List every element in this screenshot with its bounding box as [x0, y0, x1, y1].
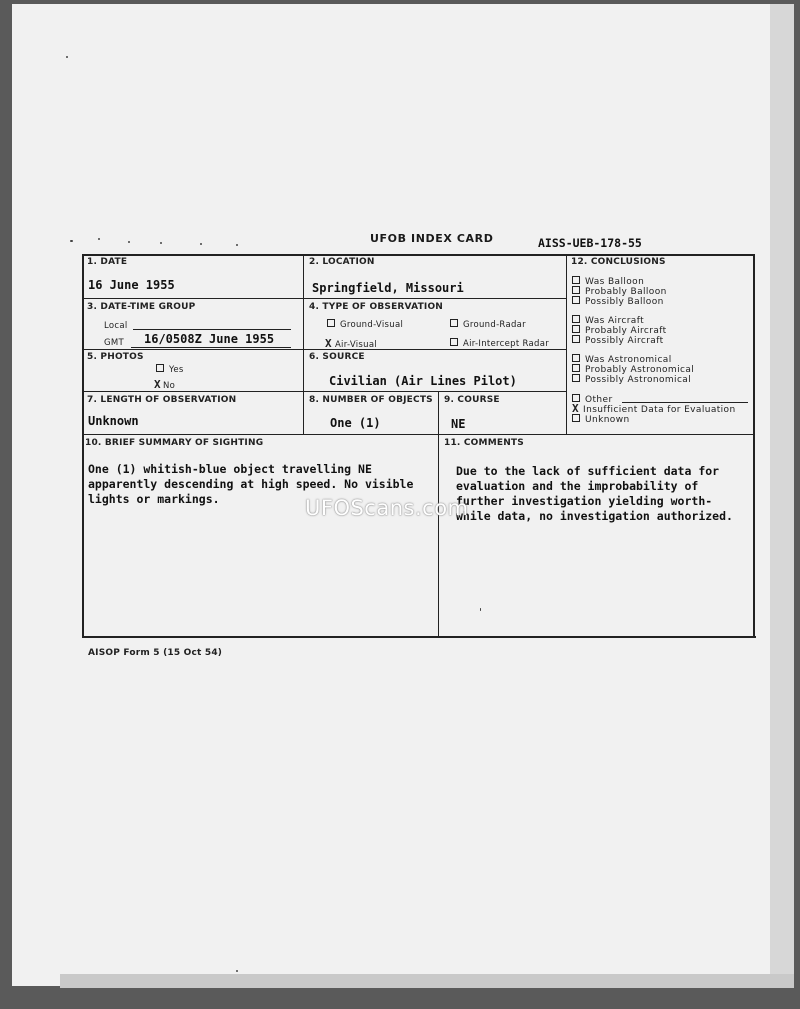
column-divider — [303, 254, 304, 434]
checkbox-icon — [450, 319, 458, 327]
local-underline — [133, 329, 291, 330]
file-number: AISS-UEB-178-55 — [538, 236, 642, 250]
checkbox-icon — [572, 315, 580, 323]
conclusion-was-astronomical: Was Astronomical — [572, 354, 672, 365]
checkbox-icon — [572, 335, 580, 343]
checkbox-icon — [572, 394, 580, 402]
brief-summary-line: One (1) whitish-blue object travelling NE — [88, 462, 372, 476]
checkbox-icon — [572, 354, 580, 362]
row-divider — [82, 391, 566, 392]
checkbox-icon — [327, 319, 335, 327]
table-border-right — [753, 254, 755, 637]
source-value: Civilian (Air Lines Pilot) — [329, 374, 517, 388]
scan-speck — [128, 241, 130, 243]
checkbox-icon — [572, 276, 580, 284]
comments-line: further investigation yielding worth- — [456, 494, 713, 508]
source-label: 6. SOURCE — [309, 352, 365, 362]
checkbox-icon — [156, 364, 164, 372]
conclusion-probably-aircraft: Probably Aircraft — [572, 325, 667, 336]
comments-line: Due to the lack of sufficient data for — [456, 464, 720, 478]
photos-yes-option: Yes — [156, 364, 184, 375]
conclusion-possibly-astronomical: Possibly Astronomical — [572, 374, 691, 385]
checkbox-icon — [572, 364, 580, 372]
checkbox-icon — [572, 286, 580, 294]
checkbox-icon — [572, 325, 580, 333]
checkbox-icon — [572, 414, 580, 422]
photos-no-option: X No — [154, 378, 176, 391]
sheet-edge — [770, 4, 794, 986]
column-divider — [566, 254, 567, 434]
photos-label: 5. PHOTOS — [87, 352, 144, 362]
length-of-observation-value: Unknown — [88, 414, 139, 428]
row-divider — [82, 434, 754, 435]
conclusion-probably-astronomical: Probably Astronomical — [572, 364, 694, 375]
conclusion-was-aircraft: Was Aircraft — [572, 315, 644, 326]
course-value: NE — [451, 417, 466, 431]
gmt-label: GMT — [104, 338, 125, 348]
brief-summary-label: 10. BRIEF SUMMARY OF SIGHTING — [85, 438, 264, 448]
air-intercept-radar-option: Air-Intercept Radar — [450, 338, 549, 349]
row-divider — [82, 298, 566, 299]
gmt-underline — [131, 347, 291, 348]
location-value: Springfield, Missouri — [312, 281, 464, 295]
checked-mark-icon: X — [572, 402, 580, 415]
checked-mark-icon: X — [154, 378, 161, 391]
brief-summary-line: apparently descending at high speed. No visible — [88, 477, 414, 491]
date-time-group-label: 3. DATE-TIME GROUP — [87, 302, 196, 312]
gmt-value: 16/0508Z June 1955 — [144, 332, 275, 346]
conclusion-other: Other — [572, 394, 613, 405]
conclusion-possibly-balloon: Possibly Balloon — [572, 296, 664, 307]
number-of-objects-value: One (1) — [330, 416, 381, 430]
watermark: UFOScans.com — [305, 496, 469, 520]
course-label: 9. COURSE — [444, 395, 500, 405]
conclusion-possibly-aircraft: Possibly Aircraft — [572, 335, 664, 346]
scan-speck — [66, 56, 68, 58]
scan-speck — [160, 242, 162, 244]
other-underline — [622, 402, 748, 403]
scan-speck — [70, 240, 73, 242]
type-of-observation-label: 4. TYPE OF OBSERVATION — [309, 302, 444, 312]
table-border-bottom — [82, 636, 756, 638]
card-title: UFOB INDEX CARD — [370, 232, 494, 245]
date-label: 1. DATE — [87, 257, 128, 267]
row-divider — [82, 349, 566, 350]
comments-line: evaluation and the improbability of — [456, 479, 699, 493]
conclusions-label: 12. CONCLUSIONS — [571, 257, 666, 267]
ground-visual-option: Ground-Visual — [327, 319, 403, 330]
checkbox-icon — [572, 296, 580, 304]
date-value: 16 June 1955 — [88, 278, 175, 292]
ground-radar-option: Ground-Radar — [450, 319, 526, 330]
table-border-left — [82, 254, 84, 637]
sheet-bottom-edge — [60, 974, 794, 988]
conclusion-insufficient-data: X Insufficient Data for Evaluation — [572, 402, 736, 415]
conclusion-unknown: Unknown — [572, 414, 630, 425]
scan-speck — [200, 243, 202, 245]
scan-speck — [236, 244, 238, 246]
table-border-top — [82, 254, 754, 256]
air-visual-option: X Air-Visual — [325, 337, 378, 350]
conclusion-probably-balloon: Probably Balloon — [572, 286, 667, 297]
scan-speck — [98, 238, 100, 240]
comments-line: while data, no investigation authorized. — [456, 509, 733, 523]
brief-summary-line: lights or markings. — [88, 492, 220, 506]
location-label: 2. LOCATION — [309, 257, 375, 267]
local-label: Local — [104, 321, 128, 331]
checked-mark-icon: X — [325, 337, 332, 350]
checkbox-icon — [572, 374, 580, 382]
number-of-objects-label: 8. NUMBER OF OBJECTS — [309, 395, 433, 405]
length-of-observation-label: 7. LENGTH OF OBSERVATION — [87, 395, 237, 405]
comments-label: 11. COMMENTS — [444, 438, 524, 448]
form-footer: AISOP Form 5 (15 Oct 54) — [88, 648, 223, 658]
conclusion-was-balloon: Was Balloon — [572, 276, 644, 287]
scan-speck — [236, 970, 238, 972]
checkbox-icon — [450, 338, 458, 346]
scan-speck — [480, 608, 481, 611]
